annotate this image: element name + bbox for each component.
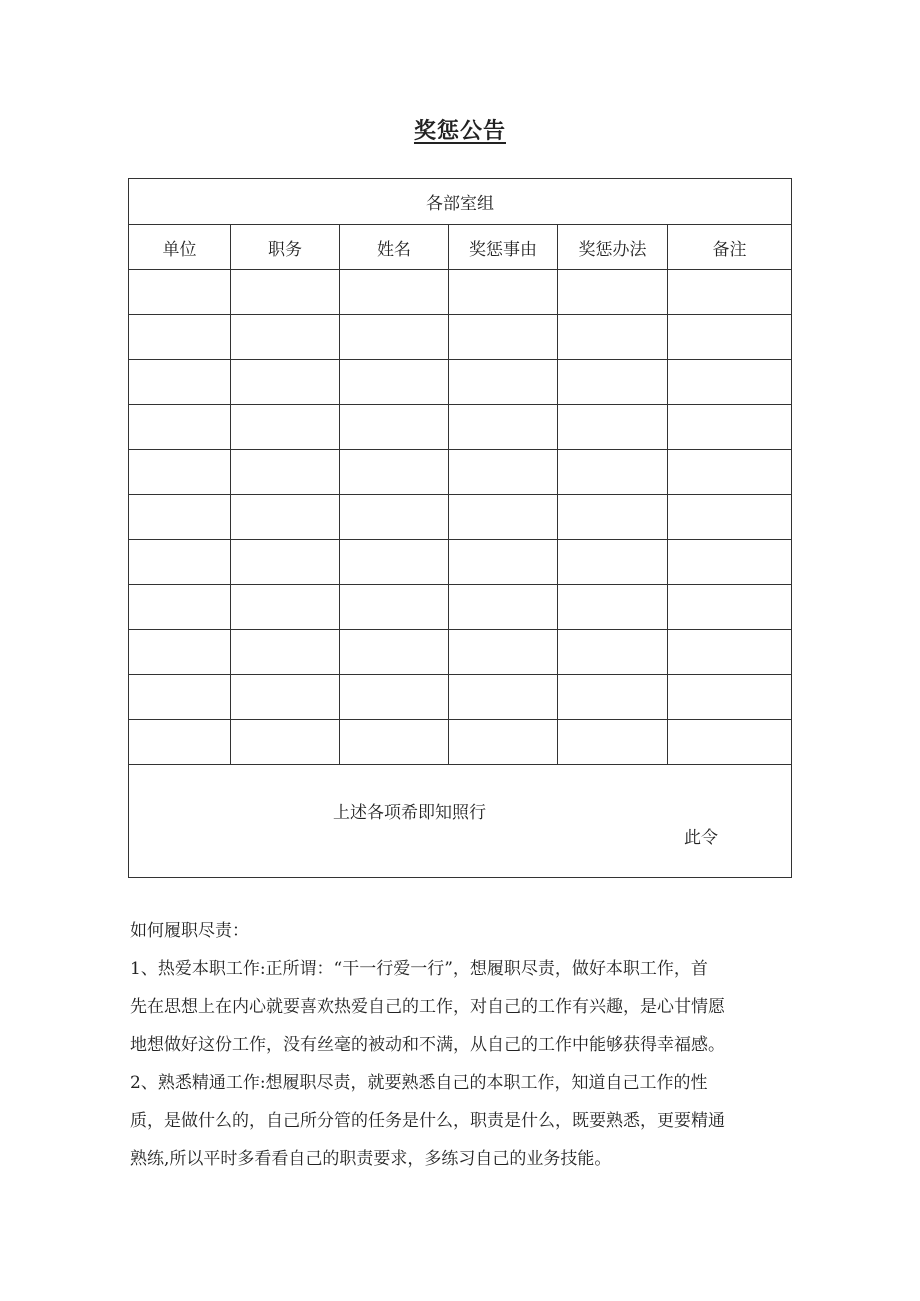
table-cell[interactable] [449,585,558,630]
table-cell[interactable] [340,630,449,675]
table-cell[interactable] [668,675,792,720]
table-cell[interactable] [231,540,340,585]
table-row [129,270,792,315]
table-row [129,315,792,360]
table-row [129,540,792,585]
header-remark: 备注 [668,225,792,270]
essay-paragraph [130,1064,790,1178]
table-cell[interactable] [449,405,558,450]
essay-line: 熟练,所以平时多看看自己的职责要求，多练习自己的业务技能。 [130,1149,612,1169]
table-cell[interactable] [231,675,340,720]
footer-cell [129,765,792,878]
header-reason: 奖惩事由 [449,225,558,270]
table-cell[interactable] [668,720,792,765]
table-cell[interactable] [340,675,449,720]
table-cell[interactable] [340,540,449,585]
footer-row [129,765,792,878]
table-cell[interactable] [449,675,558,720]
essay-line: 地想做好这份工作，没有丝毫的被动和不满，从自己的工作中能够获得幸福感。 [130,1035,725,1055]
table-cell[interactable] [129,540,231,585]
table-cell[interactable] [340,585,449,630]
table-cell[interactable] [558,720,668,765]
table-cell[interactable] [668,585,792,630]
essay-line: 质，是做什么的，自己所分管的任务是什么，职责是什么，既要熟悉，更要精通 [130,1111,725,1131]
header-method: 奖惩办法 [558,225,668,270]
table-cell[interactable] [129,675,231,720]
department-cell: 各部室组 [129,179,792,225]
essay-paragraphs [130,950,790,1178]
table-row [129,360,792,405]
table-cell[interactable] [231,360,340,405]
essay-line: 先在思想上在内心就要喜欢热爱自己的工作，对自己的工作有兴趣，是心甘情愿 [130,997,725,1017]
table-cell[interactable] [449,315,558,360]
table-cell[interactable] [449,720,558,765]
header-position: 职务 [231,225,340,270]
table-cell[interactable] [231,585,340,630]
table-cell[interactable] [340,495,449,540]
table-row [129,720,792,765]
table-cell[interactable] [558,540,668,585]
table-cell[interactable] [129,495,231,540]
table-cell[interactable] [449,270,558,315]
table-cell[interactable] [340,315,449,360]
table-cell[interactable] [231,270,340,315]
page-title: 奖惩公告 [413,119,506,144]
table-cell[interactable] [558,450,668,495]
table-cell[interactable] [129,585,231,630]
table-cell[interactable] [340,270,449,315]
table-cell[interactable] [129,315,231,360]
table-row [129,450,792,495]
table-cell[interactable] [668,405,792,450]
table-cell[interactable] [129,405,231,450]
table-cell[interactable] [231,315,340,360]
table-cell[interactable] [129,270,231,315]
table-cell[interactable] [340,405,449,450]
table-cell[interactable] [129,630,231,675]
table-cell[interactable] [558,360,668,405]
table-cell[interactable] [129,360,231,405]
table-row [129,405,792,450]
essay-paragraph [130,950,790,1064]
department-row [129,179,792,225]
table-cell[interactable] [668,270,792,315]
table-row [129,675,792,720]
table-cell[interactable] [231,450,340,495]
header-row [129,225,792,270]
table-cell[interactable] [558,405,668,450]
table-cell[interactable] [231,630,340,675]
table-cell[interactable] [558,315,668,360]
footer-order: 此令 [684,828,718,848]
table-cell[interactable] [231,405,340,450]
table-cell[interactable] [668,360,792,405]
table-row [129,495,792,540]
table-cell[interactable] [558,495,668,540]
table-cell[interactable] [558,630,668,675]
table-cell[interactable] [449,630,558,675]
table-cell[interactable] [449,360,558,405]
table-cell[interactable] [231,720,340,765]
essay-line: 1、热爱本职工作:正所谓：“干一行爱一行”，想履职尽责，做好本职工作，首 [130,959,708,979]
header-name: 姓名 [340,225,449,270]
table-cell[interactable] [340,450,449,495]
table-cell[interactable] [668,450,792,495]
table-row [129,630,792,675]
table-cell[interactable] [340,360,449,405]
table-cell[interactable] [668,630,792,675]
table-cell[interactable] [449,495,558,540]
table-cell[interactable] [129,450,231,495]
table-body [129,270,792,765]
essay-line: 2、熟悉精通工作:想履职尽责，就要熟悉自己的本职工作，知道自己工作的性 [130,1073,708,1093]
table-cell[interactable] [340,720,449,765]
table-cell[interactable] [129,720,231,765]
table-cell[interactable] [668,315,792,360]
table-cell[interactable] [558,585,668,630]
footer-instruction: 上述各项希即知照行 [333,803,486,823]
table-cell[interactable] [558,270,668,315]
table-cell[interactable] [449,540,558,585]
table-cell[interactable] [558,675,668,720]
table-cell[interactable] [668,495,792,540]
notice-table [128,178,792,878]
essay-section [130,912,790,1178]
table-cell[interactable] [231,495,340,540]
essay-heading: 如何履职尽责： [130,921,249,941]
table-row [129,585,792,630]
table-cell[interactable] [449,450,558,495]
header-unit: 单位 [129,225,231,270]
table-cell[interactable] [668,540,792,585]
